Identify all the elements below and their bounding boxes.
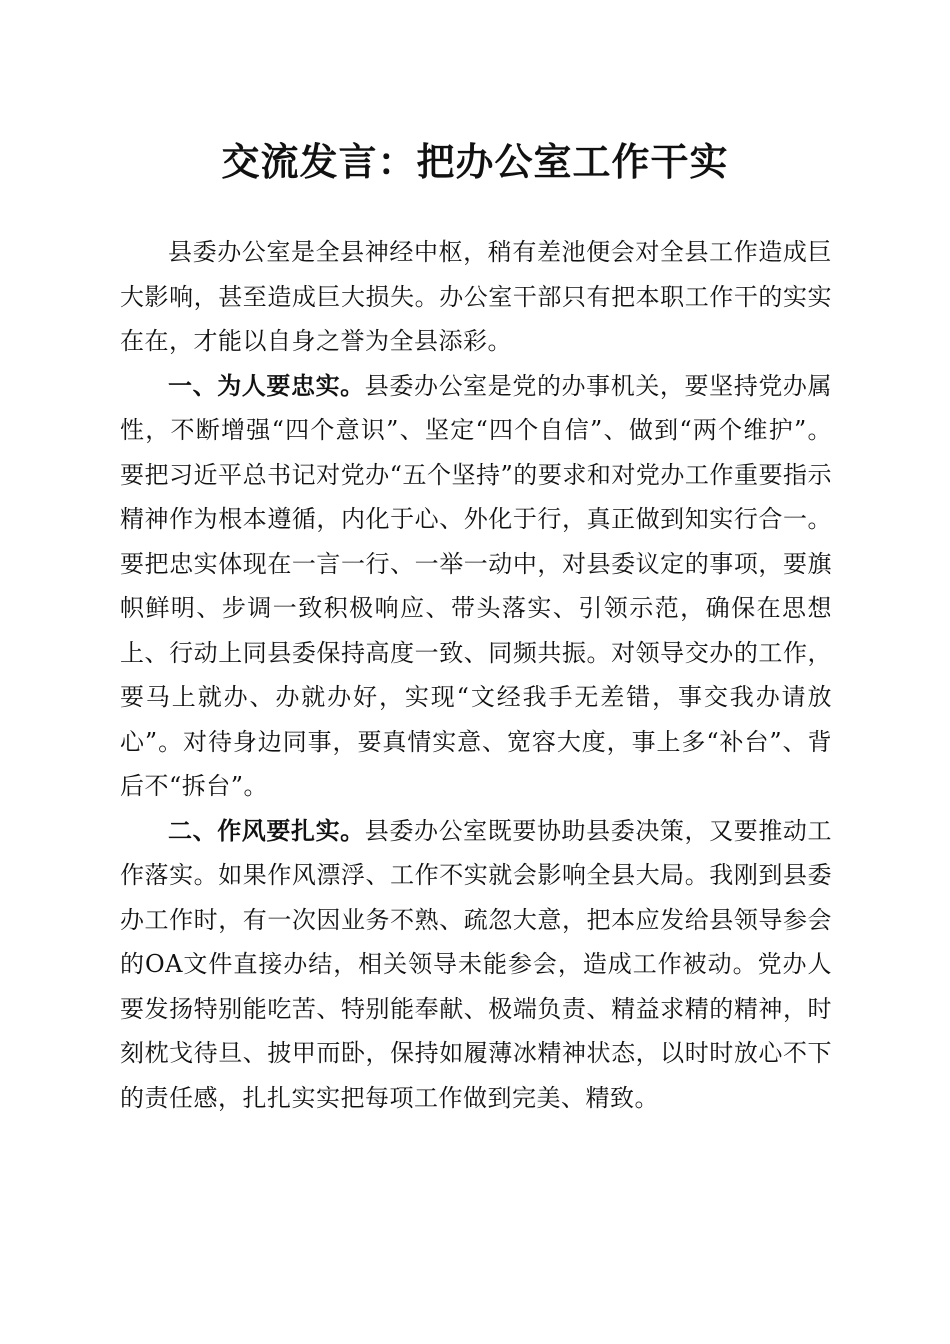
intro-paragraph [120, 230, 832, 364]
document-body [120, 230, 832, 1120]
section-two-paragraph [120, 809, 832, 1121]
section-one-paragraph [120, 364, 832, 809]
section-one-heading: 一、为人要忠实。 [168, 371, 365, 400]
paragraph-text: 县委办公室是全县神经中枢，稍有差池便会对全县工作造成巨大影响，甚至造成巨大损失。办公室干部只有把本职工作干的实实在在，才能以自身之誉为全县添彩。 [120, 238, 832, 355]
section-two-heading: 二、作风要扎实。 [168, 816, 365, 845]
paragraph-text: 县委办公室是党的办事机关，要坚持党办属性，不断增强“四个意识”、坚定“四个自信”、做到“两个维护”。要把习近平总书记对党办“五个坚持”的要求和对党办工作重要指示精神作为根本遵循，内化于心、外化于行，真正做到知实行合一。要把忠实体现在一言一行、一举一动中，对县委议定的事项，要旗帜鲜明、步调一致积极响应、带头落实、引领示范，确保在思想上、行动上同县委保持高度一致、同频共振。对领导交办的工作，要马上就办、办就办好，实现“文经我手无差错，事交我办请放心”。对待身边同事，要真情实意、宽容大度，事上多“补台”、背后不“拆台”。 [120, 371, 833, 800]
paragraph-text: 县委办公室既要协助县委决策，又要推动工作落实。如果作风漂浮、工作不实就会影响全县大局。我刚到县委办工作时，有一次因业务不熟、疏忽大意，把本应发给县领导参会的OA文件直接办结，相关领导未能参会，造成工作被动。党办人要发扬特别能吃苦、特别能奉献、极端负责、精益求精的精神，时刻枕戈待旦、披甲而卧，保持如履薄冰精神状态，以时时放心不下的责任感，扎扎实实把每项工作做到完美、精致。 [120, 816, 833, 1112]
document-title: 交流发言：把办公室工作干实 [221, 139, 729, 184]
